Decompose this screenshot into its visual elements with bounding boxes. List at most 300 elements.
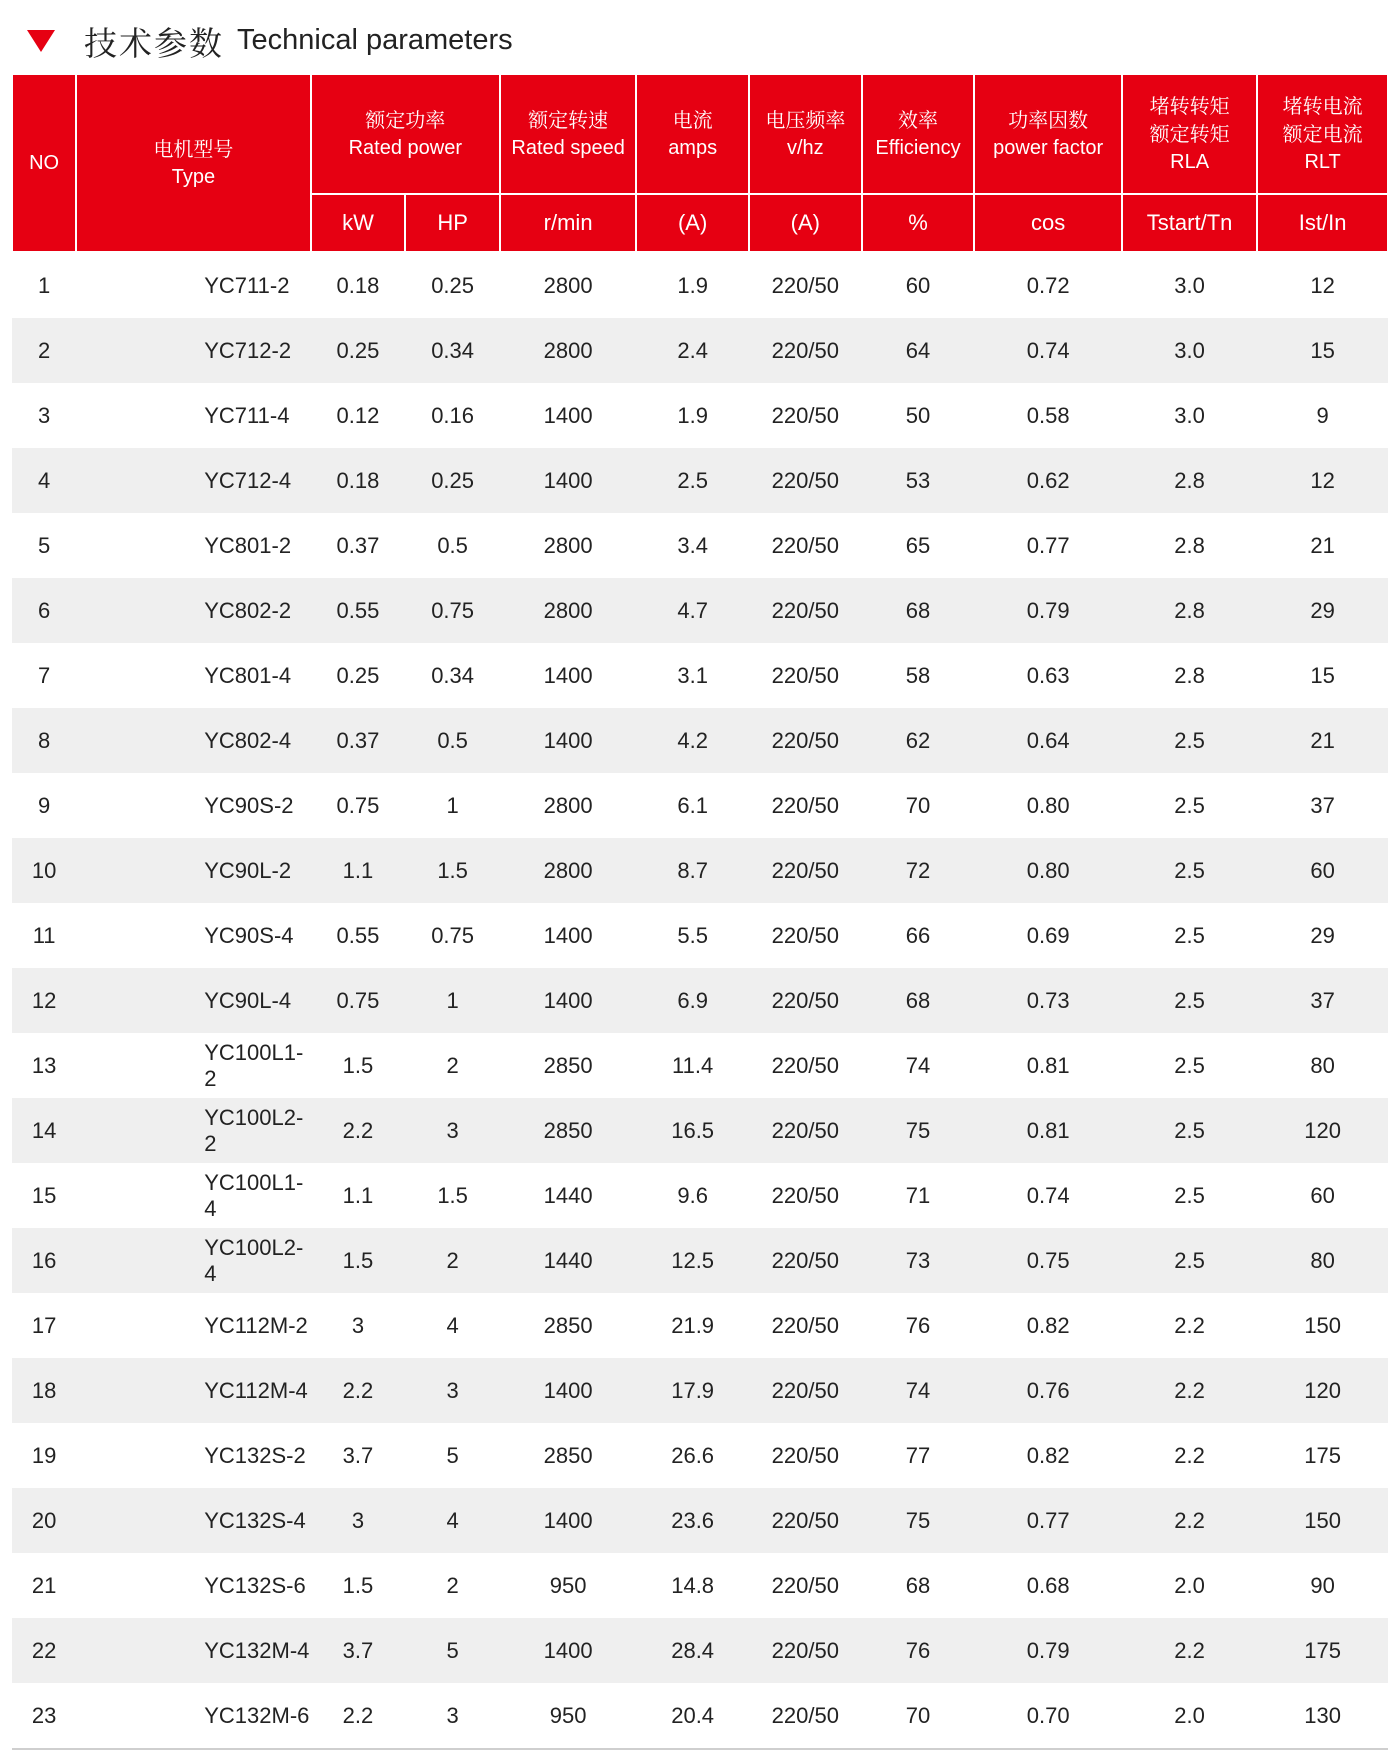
cell-no: 2 bbox=[12, 318, 76, 383]
cell-voltage: 220/50 bbox=[771, 662, 839, 688]
table-row bbox=[12, 1683, 1388, 1749]
cell-hp: 2 bbox=[405, 1228, 500, 1293]
cell-rlt: 120 bbox=[1257, 1098, 1388, 1163]
cell-power-factor: 0.82 bbox=[1026, 1442, 1070, 1468]
cell-no: 5 bbox=[37, 532, 51, 558]
cell-speed: 2800 bbox=[543, 792, 593, 818]
cell-rla: 2.8 bbox=[1122, 578, 1257, 643]
header-power-en: Rated power bbox=[348, 137, 462, 159]
cell-current: 1.9 bbox=[677, 272, 708, 298]
header-rlt-en: RLT bbox=[1304, 151, 1341, 173]
cell-voltage: 220/50 bbox=[771, 922, 839, 948]
header-eff-en: Efficiency bbox=[875, 137, 961, 159]
cell-rlt: 80 bbox=[1310, 1052, 1335, 1078]
cell-current: 6.9 bbox=[636, 968, 749, 1033]
cell-no: 19 bbox=[31, 1442, 57, 1468]
header-voltage bbox=[749, 74, 862, 194]
cell-speed: 2800 bbox=[500, 838, 636, 903]
cell-hp: 4 bbox=[446, 1312, 459, 1338]
cell-speed: 1400 bbox=[543, 402, 593, 428]
cell-no: 22 bbox=[12, 1618, 76, 1683]
table-row bbox=[12, 1293, 1388, 1358]
cell-efficiency: 53 bbox=[862, 448, 975, 513]
cell-current: 2.4 bbox=[636, 318, 749, 383]
cell-speed: 1400 bbox=[500, 1618, 636, 1683]
cell-power-factor: 0.77 bbox=[974, 1488, 1122, 1553]
cell-efficiency: 60 bbox=[905, 272, 931, 298]
cell-speed: 1400 bbox=[500, 708, 636, 773]
cell-rlt: 29 bbox=[1310, 922, 1335, 948]
cell-kw: 1.1 bbox=[311, 838, 406, 903]
cell-efficiency: 71 bbox=[905, 1182, 931, 1208]
cell-current: 20.4 bbox=[636, 1683, 749, 1749]
table-row bbox=[12, 1553, 1388, 1618]
unit-cos: cos bbox=[974, 194, 1122, 252]
cell-rla: 3.0 bbox=[1174, 272, 1205, 298]
header-current-cn: 电流 bbox=[672, 108, 713, 132]
cell-kw: 0.18 bbox=[311, 448, 406, 513]
table-row bbox=[12, 252, 1388, 318]
cell-voltage: 220/50 bbox=[771, 1182, 839, 1208]
cell-efficiency: 77 bbox=[905, 1442, 931, 1468]
cell-voltage: 220/50 bbox=[771, 1312, 839, 1338]
cell-hp: 0.25 bbox=[405, 448, 500, 513]
cell-type: YC100L1-2 bbox=[204, 1039, 304, 1091]
cell-voltage: 220/50 bbox=[749, 448, 862, 513]
cell-hp: 3 bbox=[405, 1358, 500, 1423]
cell-rla: 2.0 bbox=[1122, 1683, 1257, 1749]
cell-rla: 2.5 bbox=[1174, 1052, 1205, 1078]
cell-speed: 950 bbox=[549, 1572, 587, 1598]
cell-rlt: 150 bbox=[1257, 1488, 1388, 1553]
cell-hp: 3 bbox=[405, 1098, 500, 1163]
header-rlt-cn1: 堵转电流 bbox=[1282, 94, 1363, 118]
cell-current: 14.8 bbox=[671, 1572, 715, 1598]
cell-type: YC132S-4 bbox=[76, 1488, 310, 1553]
cell-efficiency: 58 bbox=[905, 662, 931, 688]
cell-no: 13 bbox=[31, 1052, 57, 1078]
header-type-en: Type bbox=[171, 166, 216, 188]
cell-no: 17 bbox=[31, 1312, 57, 1338]
cell-speed: 2850 bbox=[543, 1442, 593, 1468]
table-row bbox=[12, 1163, 1388, 1228]
cell-hp: 0.5 bbox=[437, 532, 468, 558]
cell-current: 23.6 bbox=[636, 1488, 749, 1553]
cell-rla: 2.5 bbox=[1122, 838, 1257, 903]
cell-efficiency: 76 bbox=[862, 1618, 975, 1683]
cell-type: YC100L2-2 bbox=[76, 1098, 310, 1163]
cell-type: YC112M-2 bbox=[204, 1312, 308, 1338]
cell-no: 8 bbox=[12, 708, 76, 773]
table-row bbox=[12, 448, 1388, 513]
cell-type: YC100L2-4 bbox=[76, 1228, 310, 1293]
cell-rlt: 12 bbox=[1310, 272, 1335, 298]
header-rlt-cn2: 额定电流 bbox=[1282, 122, 1363, 146]
header-rla-cn2: 额定转矩 bbox=[1149, 122, 1230, 146]
cell-current: 1.9 bbox=[677, 402, 708, 428]
cell-hp: 0.25 bbox=[431, 272, 475, 298]
cell-speed: 2850 bbox=[543, 1312, 593, 1338]
table-row bbox=[12, 968, 1388, 1033]
header-speed-en: Rated speed bbox=[511, 137, 625, 159]
cell-hp: 0.34 bbox=[405, 318, 500, 383]
cell-rlt: 175 bbox=[1304, 1442, 1341, 1468]
cell-type: YC90L-2 bbox=[76, 838, 310, 903]
cell-rla: 2.5 bbox=[1122, 968, 1257, 1033]
cell-voltage: 220/50 bbox=[771, 1052, 839, 1078]
cell-rlt: 15 bbox=[1257, 318, 1388, 383]
header-pf-en: power factor bbox=[993, 137, 1104, 159]
cell-rlt: 21 bbox=[1257, 708, 1388, 773]
cell-kw: 0.55 bbox=[336, 922, 380, 948]
header-rated-power bbox=[311, 74, 500, 194]
heading-title-cn: 技术参数 bbox=[84, 24, 224, 63]
cell-efficiency: 65 bbox=[905, 532, 931, 558]
cell-efficiency: 75 bbox=[862, 1098, 975, 1163]
heading-title-en: Technical parameters bbox=[237, 24, 513, 56]
cell-rla: 2.8 bbox=[1174, 662, 1205, 688]
unit-tstart: Tstart/Tn bbox=[1122, 194, 1257, 252]
cell-rla: 2.5 bbox=[1122, 1228, 1257, 1293]
unit-hp: HP bbox=[405, 194, 500, 252]
cell-current: 4.7 bbox=[636, 578, 749, 643]
cell-rla: 2.5 bbox=[1122, 1098, 1257, 1163]
cell-type: YC711-4 bbox=[204, 402, 290, 428]
section-heading bbox=[0, 0, 1400, 70]
table-row bbox=[12, 1228, 1388, 1293]
cell-current: 9.6 bbox=[677, 1182, 708, 1208]
unit-current: (A) bbox=[636, 194, 749, 252]
cell-current: 5.5 bbox=[677, 922, 708, 948]
cell-efficiency: 74 bbox=[905, 1052, 931, 1078]
cell-speed: 1440 bbox=[500, 1228, 636, 1293]
cell-type: YC90L-4 bbox=[76, 968, 310, 1033]
cell-kw: 3 bbox=[311, 1488, 406, 1553]
cell-rla: 2.2 bbox=[1122, 1488, 1257, 1553]
cell-efficiency: 70 bbox=[862, 1683, 975, 1749]
cell-kw: 0.25 bbox=[311, 318, 406, 383]
header-rla-en: RLA bbox=[1170, 151, 1210, 173]
cell-speed: 1400 bbox=[543, 662, 593, 688]
cell-voltage: 220/50 bbox=[749, 1098, 862, 1163]
cell-hp: 5 bbox=[446, 1442, 459, 1468]
cell-current: 11.4 bbox=[672, 1052, 714, 1078]
cell-current: 21.9 bbox=[671, 1312, 715, 1338]
cell-rlt: 150 bbox=[1304, 1312, 1341, 1338]
header-rla-cn1: 堵转转矩 bbox=[1149, 94, 1230, 118]
cell-hp: 1 bbox=[446, 792, 459, 818]
header-voltage-en: v/hz bbox=[786, 137, 824, 159]
cell-hp: 5 bbox=[405, 1618, 500, 1683]
cell-current: 12.5 bbox=[636, 1228, 749, 1293]
cell-current: 2.5 bbox=[636, 448, 749, 513]
cell-power-factor: 0.80 bbox=[974, 838, 1122, 903]
cell-no: 9 bbox=[37, 792, 51, 818]
cell-kw: 0.18 bbox=[336, 272, 380, 298]
header-rla bbox=[1122, 74, 1257, 194]
cell-rla: 2.2 bbox=[1122, 1358, 1257, 1423]
table-row bbox=[12, 1488, 1388, 1553]
table-row bbox=[12, 903, 1388, 968]
cell-speed: 950 bbox=[500, 1683, 636, 1749]
cell-power-factor: 0.73 bbox=[974, 968, 1122, 1033]
cell-type: YC132S-6 bbox=[204, 1572, 306, 1598]
cell-rla: 2.2 bbox=[1122, 1618, 1257, 1683]
cell-rlt: 80 bbox=[1257, 1228, 1388, 1293]
cell-efficiency: 73 bbox=[862, 1228, 975, 1293]
cell-kw: 0.37 bbox=[336, 532, 380, 558]
cell-voltage: 220/50 bbox=[771, 792, 839, 818]
cell-type: YC711-2 bbox=[204, 272, 290, 298]
cell-power-factor: 0.74 bbox=[974, 318, 1122, 383]
cell-rlt: 37 bbox=[1310, 792, 1335, 818]
cell-no: 23 bbox=[12, 1683, 76, 1749]
cell-speed: 1400 bbox=[500, 448, 636, 513]
cell-current: 26.6 bbox=[671, 1442, 715, 1468]
unit-ist: Ist/In bbox=[1257, 194, 1388, 252]
cell-kw: 0.37 bbox=[311, 708, 406, 773]
cell-voltage: 220/50 bbox=[749, 318, 862, 383]
cell-voltage: 220/50 bbox=[749, 1488, 862, 1553]
cell-rla: 2.5 bbox=[1174, 1182, 1205, 1208]
cell-rla: 2.5 bbox=[1174, 922, 1205, 948]
cell-rlt: 29 bbox=[1257, 578, 1388, 643]
cell-voltage: 220/50 bbox=[771, 1572, 839, 1598]
table-row bbox=[12, 578, 1388, 643]
cell-power-factor: 0.77 bbox=[1026, 532, 1070, 558]
cell-efficiency: 74 bbox=[862, 1358, 975, 1423]
cell-speed: 1400 bbox=[500, 968, 636, 1033]
cell-rlt: 37 bbox=[1257, 968, 1388, 1033]
header-current-en: amps bbox=[668, 137, 718, 159]
cell-efficiency: 75 bbox=[862, 1488, 975, 1553]
cell-type: YC802-4 bbox=[76, 708, 310, 773]
cell-kw: 0.12 bbox=[336, 402, 380, 428]
cell-power-factor: 0.81 bbox=[1026, 1052, 1070, 1078]
cell-no: 7 bbox=[37, 662, 51, 688]
cell-speed: 2800 bbox=[543, 532, 593, 558]
table-row bbox=[12, 383, 1388, 448]
cell-hp: 0.34 bbox=[431, 662, 475, 688]
cell-no: 4 bbox=[12, 448, 76, 513]
cell-power-factor: 0.79 bbox=[974, 578, 1122, 643]
cell-hp: 2 bbox=[446, 1052, 459, 1078]
cell-rla: 2.8 bbox=[1174, 532, 1205, 558]
table-row bbox=[12, 1033, 1388, 1098]
cell-voltage: 220/50 bbox=[771, 402, 839, 428]
cell-speed: 1400 bbox=[543, 922, 593, 948]
cell-hp: 1.5 bbox=[437, 1182, 468, 1208]
cell-kw: 2.2 bbox=[311, 1358, 406, 1423]
cell-voltage: 220/50 bbox=[749, 578, 862, 643]
cell-current: 4.2 bbox=[636, 708, 749, 773]
cell-rlt: 12 bbox=[1257, 448, 1388, 513]
cell-no: 21 bbox=[31, 1572, 57, 1598]
cell-kw: 2.2 bbox=[311, 1683, 406, 1749]
cell-type: YC712-4 bbox=[76, 448, 310, 513]
cell-type: YC90S-2 bbox=[204, 792, 294, 818]
cell-type: YC801-2 bbox=[204, 532, 292, 558]
cell-rla: 2.5 bbox=[1174, 792, 1205, 818]
cell-rlt: 175 bbox=[1257, 1618, 1388, 1683]
cell-efficiency: 62 bbox=[862, 708, 975, 773]
header-current bbox=[636, 74, 749, 194]
table-header-row bbox=[12, 74, 1388, 194]
table-row bbox=[12, 773, 1388, 838]
cell-power-factor: 0.64 bbox=[974, 708, 1122, 773]
header-speed-cn: 额定转速 bbox=[528, 108, 609, 132]
cell-hp: 0.75 bbox=[405, 578, 500, 643]
cell-kw: 3 bbox=[351, 1312, 365, 1338]
cell-voltage: 220/50 bbox=[771, 532, 839, 558]
cell-rla: 3.0 bbox=[1174, 402, 1205, 428]
cell-power-factor: 0.70 bbox=[974, 1683, 1122, 1749]
cell-efficiency: 64 bbox=[862, 318, 975, 383]
cell-kw: 1.1 bbox=[342, 1182, 374, 1208]
cell-speed: 2800 bbox=[500, 578, 636, 643]
cell-voltage: 220/50 bbox=[749, 1618, 862, 1683]
table-row bbox=[12, 1098, 1388, 1163]
cell-rlt: 15 bbox=[1310, 662, 1335, 688]
cell-efficiency: 68 bbox=[862, 968, 975, 1033]
cell-power-factor: 0.74 bbox=[1026, 1182, 1070, 1208]
header-rated-speed bbox=[500, 74, 636, 194]
cell-type: YC90S-4 bbox=[204, 922, 294, 948]
table-row bbox=[12, 708, 1388, 773]
cell-speed: 1440 bbox=[543, 1182, 593, 1208]
header-rlt bbox=[1257, 74, 1388, 194]
cell-rlt: 9 bbox=[1316, 402, 1329, 428]
table-row bbox=[12, 1618, 1388, 1683]
cell-no: 12 bbox=[12, 968, 76, 1033]
cell-type: YC132M-6 bbox=[76, 1683, 310, 1749]
table-body bbox=[12, 252, 1388, 1749]
header-power-factor bbox=[974, 74, 1122, 194]
cell-voltage: 220/50 bbox=[749, 838, 862, 903]
cell-hp: 3 bbox=[405, 1683, 500, 1749]
cell-efficiency: 76 bbox=[905, 1312, 931, 1338]
cell-no: 15 bbox=[31, 1182, 57, 1208]
cell-no: 16 bbox=[12, 1228, 76, 1293]
table-row bbox=[12, 318, 1388, 383]
cell-type: YC112M-4 bbox=[76, 1358, 310, 1423]
cell-hp: 1 bbox=[405, 968, 500, 1033]
cell-type: YC712-2 bbox=[76, 318, 310, 383]
header-no: NO bbox=[12, 74, 76, 252]
cell-voltage: 220/50 bbox=[749, 1358, 862, 1423]
cell-power-factor: 0.76 bbox=[974, 1358, 1122, 1423]
cell-speed: 2800 bbox=[500, 318, 636, 383]
cell-type: YC802-2 bbox=[76, 578, 310, 643]
cell-rlt: 90 bbox=[1310, 1572, 1335, 1598]
header-eff-cn: 效率 bbox=[898, 108, 939, 132]
cell-kw: 0.75 bbox=[336, 792, 380, 818]
cell-hp: 2 bbox=[446, 1572, 459, 1598]
cell-rla: 2.8 bbox=[1122, 448, 1257, 513]
cell-rlt: 120 bbox=[1257, 1358, 1388, 1423]
cell-hp: 0.75 bbox=[431, 922, 475, 948]
cell-power-factor: 0.75 bbox=[974, 1228, 1122, 1293]
cell-current: 17.9 bbox=[636, 1358, 749, 1423]
cell-power-factor: 0.80 bbox=[1026, 792, 1070, 818]
cell-no: 20 bbox=[12, 1488, 76, 1553]
cell-power-factor: 0.72 bbox=[1026, 272, 1070, 298]
cell-power-factor: 0.62 bbox=[974, 448, 1122, 513]
cell-hp: 1.5 bbox=[405, 838, 500, 903]
cell-efficiency: 68 bbox=[905, 1572, 931, 1598]
cell-kw: 1.5 bbox=[311, 1228, 406, 1293]
cell-no: 10 bbox=[12, 838, 76, 903]
cell-type: YC132S-2 bbox=[204, 1442, 306, 1468]
cell-type: YC132M-4 bbox=[76, 1618, 310, 1683]
cell-speed: 1400 bbox=[500, 1488, 636, 1553]
cell-kw: 1.5 bbox=[342, 1052, 374, 1078]
cell-rla: 2.5 bbox=[1122, 708, 1257, 773]
cell-speed: 2850 bbox=[543, 1052, 593, 1078]
cell-no: 11 bbox=[32, 922, 56, 948]
cell-efficiency: 68 bbox=[862, 578, 975, 643]
cell-no: 14 bbox=[12, 1098, 76, 1163]
cell-efficiency: 66 bbox=[905, 922, 931, 948]
cell-rlt: 130 bbox=[1257, 1683, 1388, 1749]
cell-current: 3.4 bbox=[677, 532, 708, 558]
cell-rla: 2.0 bbox=[1174, 1572, 1205, 1598]
cell-efficiency: 70 bbox=[905, 792, 931, 818]
cell-kw: 2.2 bbox=[311, 1098, 406, 1163]
cell-type: YC801-4 bbox=[204, 662, 292, 688]
cell-voltage: 220/50 bbox=[749, 708, 862, 773]
unit-kw: kW bbox=[311, 194, 406, 252]
cell-voltage: 220/50 bbox=[771, 272, 839, 298]
cell-current: 16.5 bbox=[636, 1098, 749, 1163]
cell-rlt: 21 bbox=[1310, 532, 1335, 558]
cell-rlt: 60 bbox=[1310, 1182, 1335, 1208]
cell-power-factor: 0.69 bbox=[1026, 922, 1070, 948]
unit-voltage: (A) bbox=[749, 194, 862, 252]
cell-power-factor: 0.81 bbox=[974, 1098, 1122, 1163]
table-row bbox=[12, 1423, 1388, 1488]
cell-hp: 4 bbox=[405, 1488, 500, 1553]
header-voltage-cn: 电压频率 bbox=[765, 108, 846, 132]
cell-power-factor: 0.82 bbox=[1026, 1312, 1070, 1338]
cell-kw: 0.75 bbox=[311, 968, 406, 1033]
cell-type: YC100L1-4 bbox=[204, 1169, 304, 1221]
cell-speed: 2850 bbox=[500, 1098, 636, 1163]
cell-voltage: 220/50 bbox=[749, 968, 862, 1033]
table-row bbox=[12, 1358, 1388, 1423]
cell-rla: 3.0 bbox=[1122, 318, 1257, 383]
cell-power-factor: 0.58 bbox=[1026, 402, 1070, 428]
cell-speed: 1400 bbox=[500, 1358, 636, 1423]
cell-rlt: 60 bbox=[1257, 838, 1388, 903]
cell-power-factor: 0.63 bbox=[1026, 662, 1070, 688]
cell-efficiency: 50 bbox=[905, 402, 931, 428]
cell-no: 1 bbox=[37, 272, 51, 298]
unit-rpm: r/min bbox=[500, 194, 636, 252]
cell-current: 3.1 bbox=[677, 662, 708, 688]
header-power-cn: 额定功率 bbox=[365, 108, 446, 132]
table-row bbox=[12, 643, 1388, 708]
cell-kw: 0.55 bbox=[311, 578, 406, 643]
cell-rla: 2.2 bbox=[1174, 1312, 1205, 1338]
cell-hp: 0.5 bbox=[405, 708, 500, 773]
cell-hp: 0.16 bbox=[431, 402, 475, 428]
cell-kw: 0.25 bbox=[336, 662, 380, 688]
cell-no: 6 bbox=[12, 578, 76, 643]
cell-speed: 2800 bbox=[543, 272, 593, 298]
header-efficiency bbox=[862, 74, 975, 194]
cell-kw: 1.5 bbox=[342, 1572, 374, 1598]
